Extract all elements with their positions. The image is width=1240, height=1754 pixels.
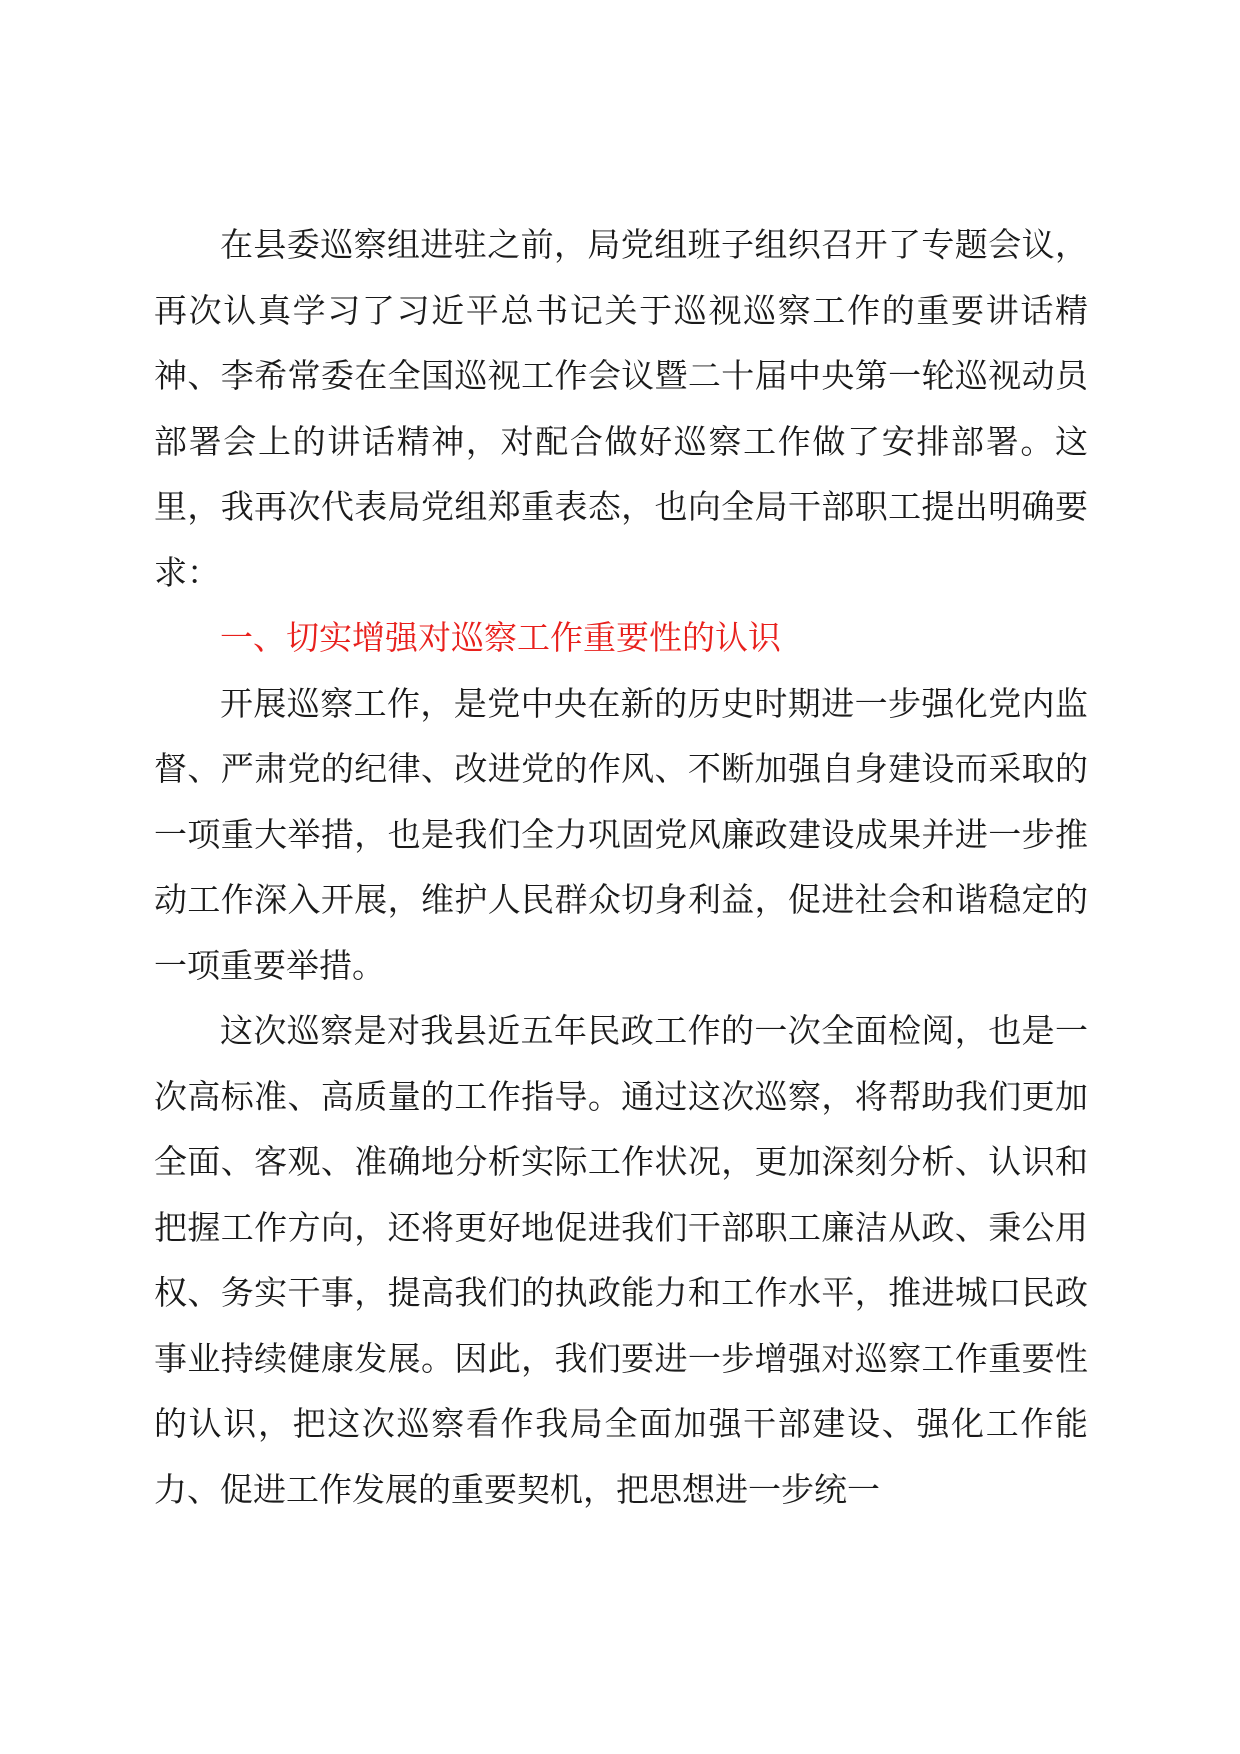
document-body bbox=[154, 212, 1088, 1522]
paragraph-intro: 在县委巡察组进驻之前，局党组班子组织召开了专题会议，再次认真学习了习近平总书记关于巡视巡察工作的重要讲话精神、李希常委在全国巡视工作会议暨二十届中央第一轮巡视动员部署会上的讲话精神，对配合做好巡察工作做了安排部署。这里，我再次代表局党组郑重表态，也向全局干部职工提出明确要求： bbox=[154, 225, 1088, 592]
paragraph-significance: 开展巡察工作，是党中央在新的历史时期进一步强化党内监督、严肃党的纪律、改进党的作风、不断加强自身建设而采取的一项重大举措，也是我们全力巩固党风廉政建设成果并进一步推动工作深入开展，维护人民群众切身利益，促进社会和谐稳定的一项重要举措。 bbox=[154, 683, 1088, 985]
paragraph-inspection: 这次巡察是对我县近五年民政工作的一次全面检阅，也是一次高标准、高质量的工作指导。通过这次巡察，将帮助我们更加全面、客观、准确地分析实际工作状况，更加深刻分析、认识和把握工作方向，还将更好地促进我们干部职工廉洁从政、秉公用权、务实干事，提高我们的执政能力和工作水平，推进城口民政事业持续健康发展。因此，我们要进一步增强对巡察工作重要性的认识，把这次巡察看作我局全面加强干部建设、强化工作能力、促进工作发展的重要契机，把思想进一步统一 bbox=[154, 1011, 1088, 1509]
section-heading-1: 一、切实增强对巡察工作重要性的认识 bbox=[220, 618, 781, 657]
